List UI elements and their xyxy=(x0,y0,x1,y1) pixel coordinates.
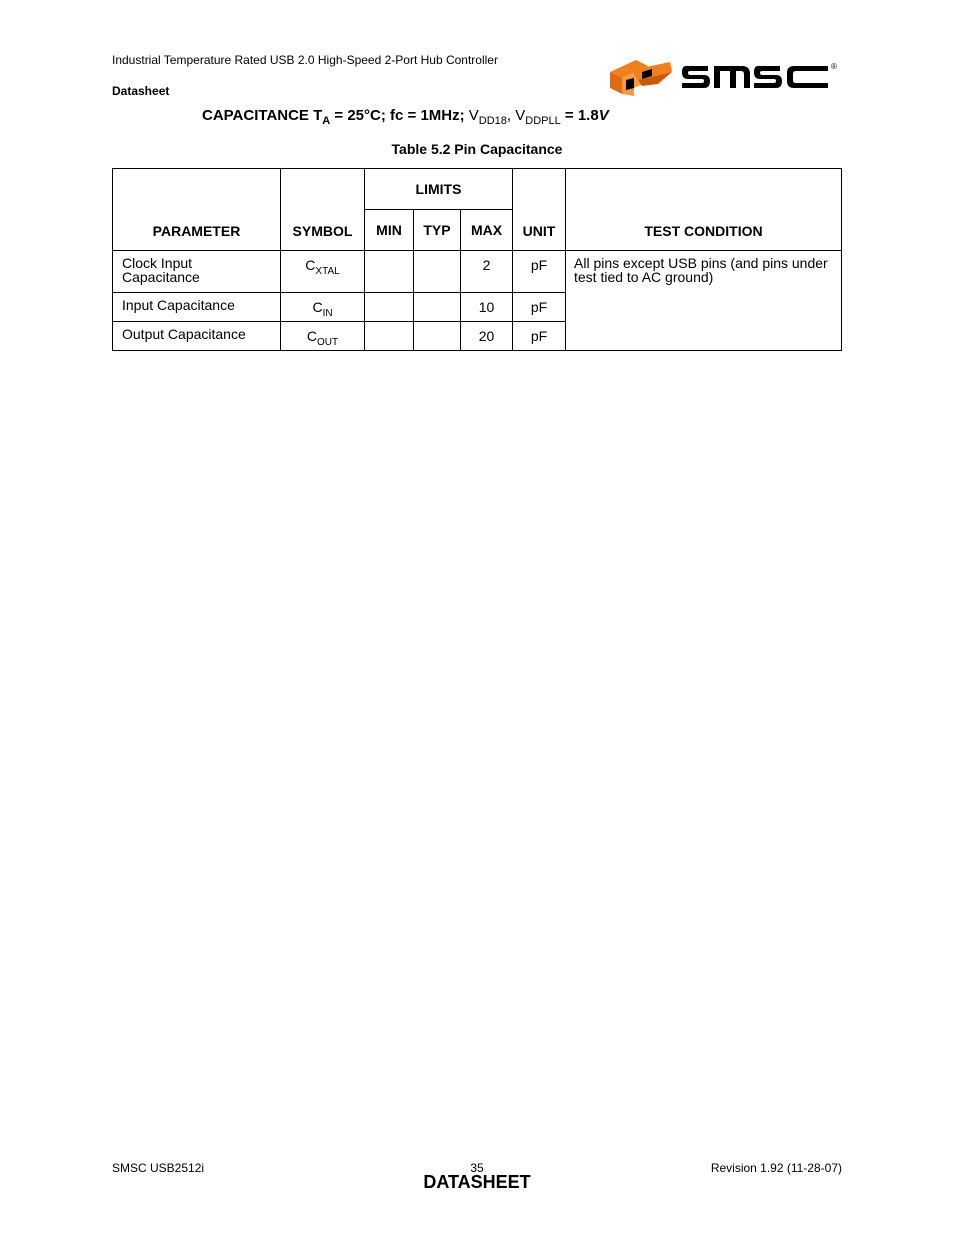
header-parameter: PARAMETER xyxy=(113,169,281,251)
cell-symbol: $C_{IN}$ xyxy=(281,293,365,322)
cell-test-condition: All pins except USB pins (and pins under test tied to AC ground) xyxy=(566,251,842,351)
cell-min xyxy=(365,322,414,351)
header-test-condition: TEST CONDITION xyxy=(566,169,842,251)
cell-max: 2 xyxy=(461,251,513,293)
table-row xyxy=(113,251,842,293)
header-unit: UNIT xyxy=(513,169,566,251)
cell-unit: pF xyxy=(513,322,566,351)
header-symbol: SYMBOL xyxy=(281,169,365,251)
cell-symbol: $C_{OUT}$ xyxy=(281,322,365,351)
cell-typ xyxy=(414,251,461,293)
logo-letters xyxy=(682,66,828,88)
cell-symbol: $C_{XTAL}$ xyxy=(281,251,365,293)
svg-text:®: ® xyxy=(831,62,837,71)
footer-revision: Revision 1.92 (11-28-07) xyxy=(710,1161,842,1175)
footer-datasheet-label: DATASHEET xyxy=(423,1172,531,1192)
cell-parameter: Output Capacitance xyxy=(113,322,281,351)
cell-max: 20 xyxy=(461,322,513,351)
cell-typ xyxy=(414,293,461,322)
cell-parameter: Clock Input Capacitance xyxy=(113,251,281,293)
cell-parameter: Input Capacitance xyxy=(113,293,281,322)
cell-unit: pF xyxy=(513,251,566,293)
smsc-logo xyxy=(608,54,840,98)
footer-page-number: 35 xyxy=(470,1161,484,1175)
footer-product: SMSC USB2512i xyxy=(112,1161,205,1175)
capacitance-heading: CAPACITANCE $T_A = 25^\circ C$; fc = 1MHz; $V_{DD18}$, $V_{DDPLL} = 1.8V$ xyxy=(202,107,609,127)
cell-unit: pF xyxy=(513,293,566,322)
logo-cube-icon xyxy=(610,60,672,96)
header-typ: TYP xyxy=(414,210,461,251)
header-limits: LIMITS xyxy=(365,169,513,210)
header-title: Industrial Temperature Rated USB 2.0 High-Speed 2-Port Hub Controller xyxy=(112,53,498,67)
header-max: MAX xyxy=(461,210,513,251)
cell-min xyxy=(365,293,414,322)
smsc-logo-graphic xyxy=(608,54,840,98)
cell-max: 10 xyxy=(461,293,513,322)
cell-min xyxy=(365,251,414,293)
pin-capacitance-table xyxy=(112,168,842,351)
header-min: MIN xyxy=(365,210,414,251)
header-subtitle: Datasheet xyxy=(112,84,170,98)
table-caption: Table 5.2 Pin Capacitance xyxy=(391,141,563,157)
cell-typ xyxy=(414,322,461,351)
